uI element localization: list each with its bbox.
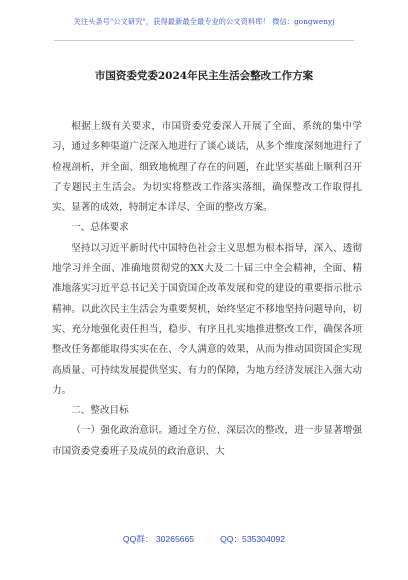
header-divider <box>54 40 354 41</box>
document-title: 市国资委党委2024年民主生活会整改工作方案 <box>94 70 314 82</box>
header-banner: 关注头条号"公文研究"，获得最新最全最专业的公文资料库！ 微信：gongwenyj <box>73 17 335 26</box>
body-paragraph-general-requirements: 坚持以习近平新时代中国特色社会主义思想为根本指导，深入、透彻地学习并全面、准确地贯彻党的XX大及二十届三中全会精神，全面、精准地落实习近平总书记关于国资国企改革发展和党的建设的重要指示批示精神。以此次民主生活会为重要契机，始终坚定不移地坚持问题导向，切实、充分地强化责任担当，稳步、有序且扎实地推进整改工作，确保各项整改任务都能取得实实在在、令人满意的效果，从而为推动国资国企实现高质量、可持续发展提供坚实、有力的保障，为地方经济发展注入强大动力。 <box>52 242 362 396</box>
footer-qq-group: QQ群： 30265665 <box>122 534 195 544</box>
body-paragraph-intro: 根据上级有关要求，市国资委党委深入开展了全面、系统的集中学习，通过多种渠道广泛深入地进行了谈心谈话，从多个维度深刻地进行了检视剖析，并全面、细致地梳理了存在的问题，在此坚实基础上顺利召开了专题民主生活会。为切实将整改工作落实落细，确保整改工作取得扎实、显著的成效，特制定本详尽、全面的整改方案。 <box>52 121 362 214</box>
section-heading-rectification-goals: 二、整改目标 <box>71 405 129 417</box>
section-heading-general-requirements: 一、总体要求 <box>71 222 129 234</box>
document-body <box>52 117 362 462</box>
body-paragraph-political-awareness: （一）强化政治意识。通过全方位、深层次的整改，进一步显著增强市国资委党委班子及成员的政治意识、大 <box>52 425 362 457</box>
footer-contact <box>0 533 408 545</box>
footer-qq-number: QQ：535304092 <box>220 534 286 544</box>
